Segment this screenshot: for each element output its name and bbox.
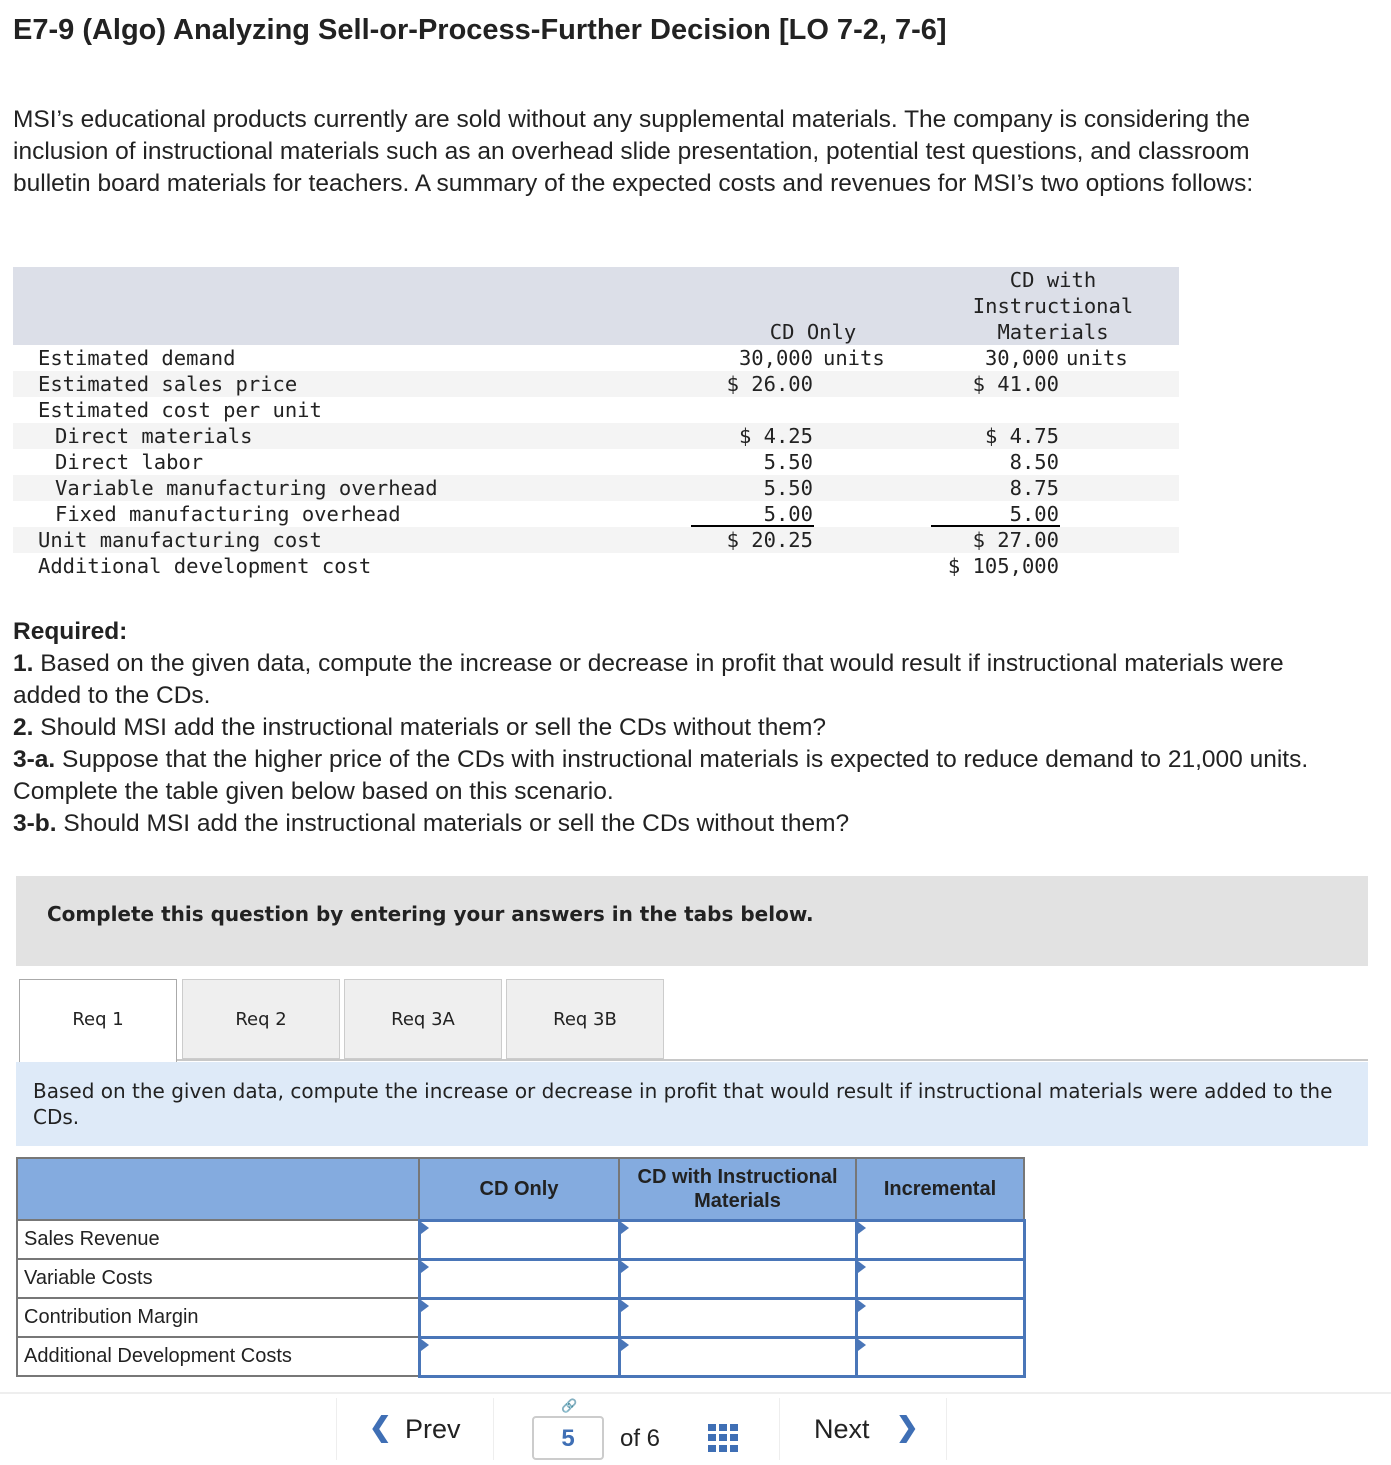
chevron-right-icon: ❯: [896, 1412, 919, 1442]
table-row: Direct materials $ 4.25 $ 4.75: [13, 423, 1179, 449]
input-cell[interactable]: [619, 1220, 856, 1259]
input-cell[interactable]: [856, 1220, 1024, 1259]
header-incremental: Incremental: [856, 1158, 1024, 1220]
input-cell[interactable]: [419, 1220, 619, 1259]
input-cell[interactable]: [619, 1337, 856, 1376]
col-cd-only: CD Only: [769, 320, 857, 344]
required-section: Required: 1. Based on the given data, compute the increase or decrease in profit that would result if instructional materials were added to the CDs. 2. Should MSI add the instructional materials or sell the CDs without them? 3-a. Suppose that the higher price of the CDs with instructional materials is expected to reduce demand to 21,000 units. Complete the table given below based on this scenario. 3-b. Should MSI add the instructional materials or sell the CDs without them?: [13, 618, 1309, 837]
intro-text: MSI’s educational products currently are sold without any supplemental materials. The company is considering the inclusion of instructional materials such as an overhead slide presentation, potential test questions, and classroom bulletin board materials for teachers. A summary of the expected costs and revenues for MSI’s two options follows:: [13, 106, 1254, 197]
page-title: E7-9 (Algo) Analyzing Sell-or-Process-Further Decision [LO 7-2, 7-6]: [13, 14, 947, 46]
grid-icon[interactable]: [708, 1424, 738, 1452]
tab-instruction: Based on the given data, compute the increase or decrease in profit that would result if instructional materials were added to the CDs.: [16, 1062, 1368, 1146]
chevron-left-icon: ❮: [369, 1412, 392, 1442]
answer-table: [16, 1157, 1026, 1378]
input-cell[interactable]: [856, 1337, 1024, 1376]
input-cell[interactable]: [419, 1259, 619, 1298]
input-cell[interactable]: [419, 1337, 619, 1376]
table-row: Estimated demand 30,000 units 30,000 units: [38, 346, 1128, 370]
input-cell[interactable]: [856, 1298, 1024, 1337]
table-row: Variable Costs: [17, 1259, 1024, 1298]
next-button[interactable]: Next ❯: [779, 1398, 947, 1460]
table-row: Additional development cost $ 105,000: [38, 554, 1059, 578]
input-cell[interactable]: [419, 1298, 619, 1337]
input-cell[interactable]: [619, 1259, 856, 1298]
page-total: of 6: [620, 1425, 661, 1452]
tab-req-1[interactable]: Req 1: [19, 979, 177, 1062]
tab-req-2[interactable]: Req 2: [182, 979, 340, 1059]
table-row: Sales Revenue: [17, 1220, 1024, 1259]
instructions-box: Complete this question by entering your answers in the tabs below.: [16, 876, 1368, 966]
input-cell[interactable]: [619, 1298, 856, 1337]
input-cell[interactable]: [856, 1259, 1024, 1298]
given-data-table: [13, 267, 1179, 579]
tab-req-3b[interactable]: Req 3B: [506, 979, 664, 1059]
table-row: Contribution Margin: [17, 1298, 1024, 1337]
table-row: Variable manufacturing overhead 5.50 8.75: [13, 475, 1179, 501]
header-cd-with-materials: CD with Instructional Materials: [619, 1158, 856, 1220]
tab-bar: [19, 979, 1368, 1061]
page-number-input[interactable]: 5: [532, 1416, 604, 1460]
table-row: Direct labor 5.50 8.50: [55, 450, 1059, 474]
table-row: Fixed manufacturing overhead 5.00 5.00: [55, 502, 1059, 526]
table-row: Estimated cost per unit: [38, 398, 322, 422]
given-table-header: [13, 267, 1179, 345]
prev-button[interactable]: ❮ Prev: [336, 1398, 494, 1460]
tab-req-3a[interactable]: Req 3A: [344, 979, 502, 1059]
col-cd-with-materials: CD with Instructional Materials: [972, 268, 1134, 344]
table-row: Unit manufacturing cost $ 20.25 $ 27.00: [13, 527, 1179, 553]
table-row: Additional Development Costs: [17, 1337, 1024, 1376]
link-icon: 🔗: [561, 1398, 578, 1413]
header-cd-only: CD Only: [419, 1158, 619, 1220]
bottom-nav-bar: [0, 1392, 1391, 1465]
table-row: Estimated sales price $ 26.00 $ 41.00: [13, 371, 1179, 397]
